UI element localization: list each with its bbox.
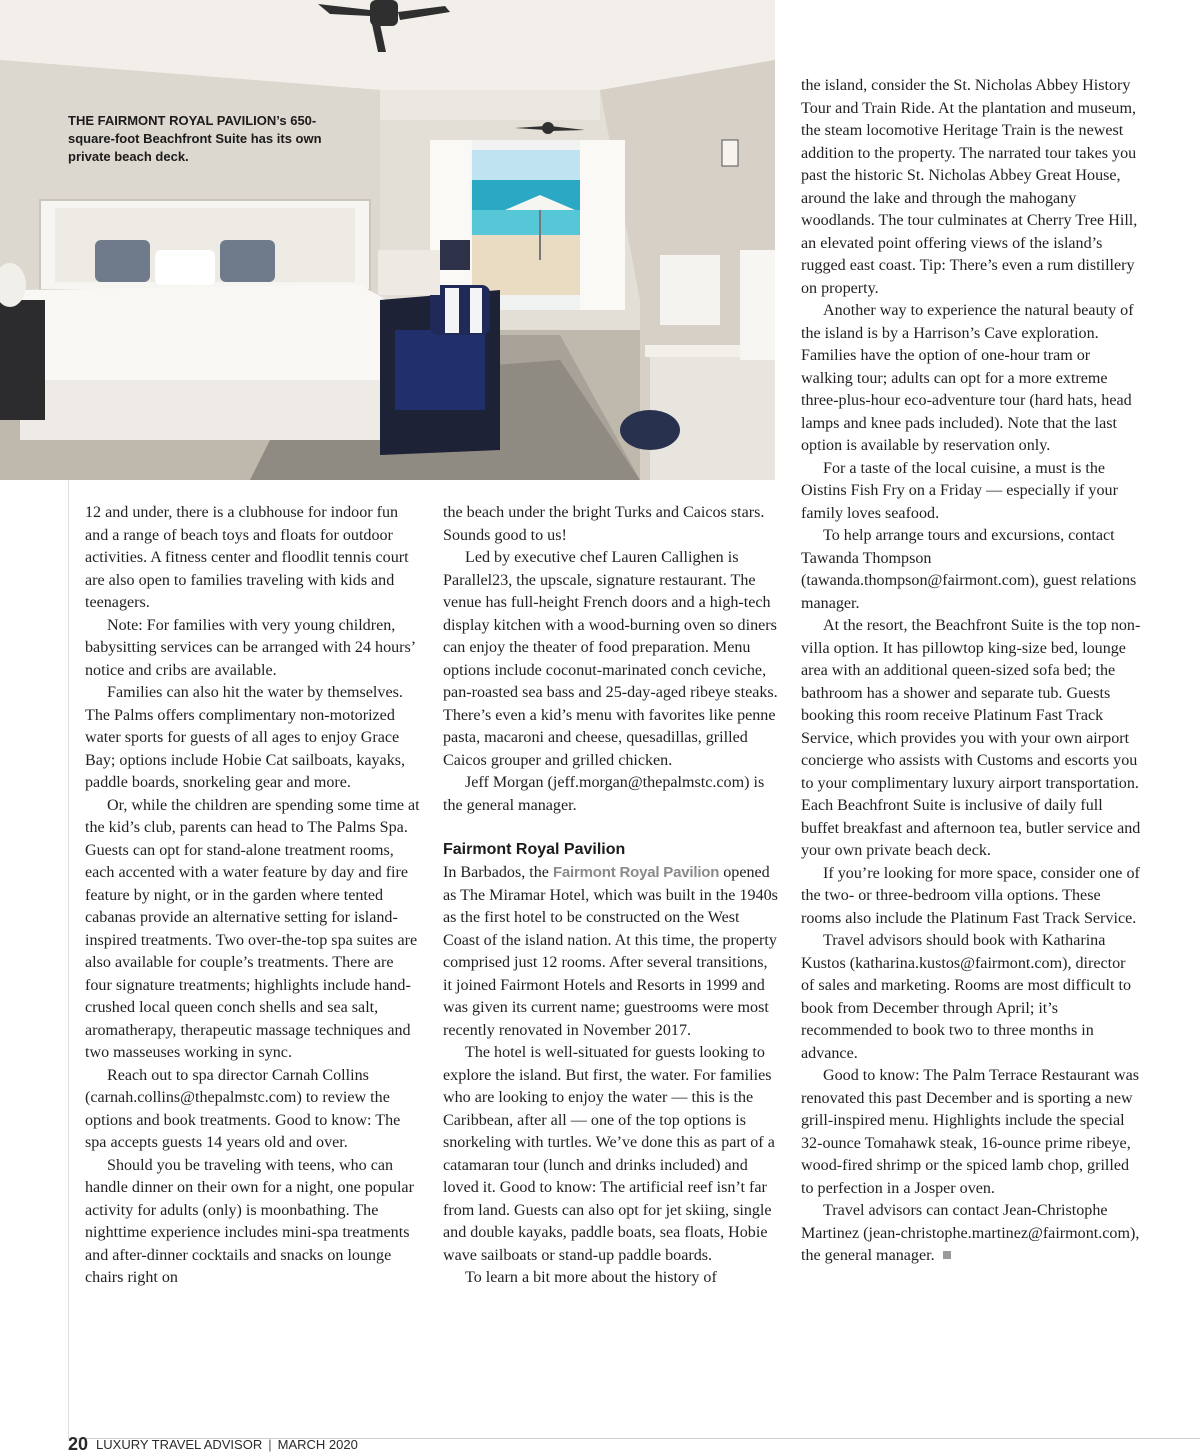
column-3-paragraph: If you’re looking for more space, consider one of the two- or three-bedroom villa options. These rooms also include the Platinum Fast Track Service. [801, 864, 1140, 927]
paragraph-text: In Barbados, the [443, 864, 553, 881]
column-3-paragraph: To help arrange tours and excursions, contact Tawanda Thompson (tawanda.thompson@fairmont.com), guest relations manager. [801, 527, 1137, 612]
article-column-1 [85, 502, 420, 1290]
column-3-paragraph: the island, consider the St. Nicholas Abbey History Tour and Train Ride. At the plantation and museum, the steam locomotive Heritage Train is the newest addition to the property. The narrated tour takes you past the historic St. Nicholas Abbey Great House, around the lake and through the mahogany woodlands. The tour culminates at Cherry Tree Hill, an elevated point offering views of the island’s rugged east coast. Tip: There’s even a rum distillery on property. [801, 77, 1138, 297]
column-3-paragraph: Travel advisors should book with Katharina Kustos (katharina.kustos@fairmont.com), director of sales and marketing. Rooms are most difficult to book from December through April; it’s recommended to book two to three months in advance. [801, 932, 1132, 1062]
column-1-paragraph: 12 and under, there is a clubhouse for indoor fun and a range of beach toys and floats for outdoor activities. A fitness center and floodlit tennis court are also open to families traveling with kids and teenagers. [85, 504, 409, 611]
page-rule-vertical [68, 480, 69, 1438]
column-1-paragraph: Reach out to spa director Carnah Collins (carnah.collins@thepalmstc.com) to review the options and book treatments. Good to know: The spa accepts guests 14 years old and over. [85, 1066, 401, 1151]
column-2-paragraph [443, 862, 778, 1042]
column-2-paragraph: To learn a bit more about the history of [465, 1269, 717, 1286]
paragraph-text: opened as The Miramar Hotel, which was built in the 1940s as the first hotel to be constructed on the West Coast of the island nation. At this time, the property comprised just 12 rooms. After several transitions, it joined Fairmont Hotels and Resorts in 1999 and was given its current name; guestrooms were most recently renovated in November 2017. [443, 864, 778, 1039]
end-of-article-icon [943, 1251, 951, 1259]
section-heading: Fairmont Royal Pavilion [443, 841, 626, 858]
hotel-name-link[interactable]: Fairmont Royal Pavilion [552, 864, 720, 881]
paragraph-text: Travel advisors can contact Jean-Christophe Martinez (jean-christophe.martinez@fairmont.com), the general manager. [801, 1202, 1140, 1264]
footer-separator: | [268, 1437, 272, 1452]
article-column-3 [801, 75, 1141, 1268]
column-3-paragraph: At the resort, the Beachfront Suite is the top non-villa option. It has pillowtop king-size bed, lounge area with an additional queen-sized sofa bed; the bathroom has a shower and separate tub. Guests booking this room receive Platinum Fast Track Service, which provides you with your own airport concierge who assists with Customs and escorts you to your complimentary luxury airport transportation. Each Beachfront Suite is inclusive of daily full buffet breakfast and afternoon tea, butler service and your own private beach deck. [801, 617, 1141, 859]
column-1-paragraph: Families can also hit the water by themselves. The Palms offers complimentary non-motorized water sports for guests of all ages to enjoy Grace Bay; options include Hobie Cat sailboats, kayaks, paddle boards, snorkeling gear and more. [85, 684, 406, 791]
page-footer [68, 1434, 358, 1452]
column-3-paragraph: Another way to experience the natural beauty of the island is by a Harrison’s Cave exploration. Families have the option of one-hour tram or walking tour; adults can opt for a more extreme three-plus-hour eco-adventure tour (hard hats, head lamps and knee pads included). Note that the last option is available by reservation only. [801, 302, 1134, 454]
column-3-paragraph [801, 1200, 1141, 1268]
column-2-paragraph: The hotel is well-situated for guests looking to explore the island. But first, the water. For families who are looking to enjoy the water — this is the Caribbean, after all — one of the top options is snorkeling with turtles. We’ve done this as part of a catamaran tour (lunch and drinks included) and loved it. Good to know: The artificial reef isn’t far from land. Guests can also opt for jet skiing, single and double kayaks, paddle boats, sea floats, Hobie wave sailboats or stand-up paddle boards. [443, 1044, 775, 1264]
issue-date: MARCH 2020 [277, 1437, 358, 1452]
column-3-paragraph: For a taste of the local cuisine, a must is the Oistins Fish Fry on a Friday — especially if your family loves seafood. [801, 459, 1118, 522]
publication-name: LUXURY TRAVEL ADVISOR [96, 1437, 263, 1452]
column-1-paragraph: Note: For families with very young children, babysitting services can be arranged with 24 hours’ notice and cribs are available. [85, 616, 415, 679]
column-1-paragraph: Or, while the children are spending some time at the kid’s club, parents can head to The Palms Spa. Guests can opt for stand-alone treatment rooms, each accented with a water feature by day and fire feature by night, or in the garden where tented cabanas provide an alternative setting for island-inspired treatments. Two over-the-top spa suites are also available for couple’s treatments. There are four signature treatments; highlights include hand-crushed local queen conch shells and sea salt, aromatherapy, therapeutic massage techniques and two masseuses working in sync. [85, 796, 420, 1061]
column-1-paragraph: Should you be traveling with teens, who can handle dinner on their own for a night, one popular activity for adults (only) is moonbathing. The nighttime experience includes mini-spa treatments and after-dinner cocktails and snacks on lounge chairs right on [85, 1156, 414, 1286]
column-3-paragraph: Good to know: The Palm Terrace Restaurant was renovated this past December and is sporting a new grill-inspired menu. Highlights include the special 32-ounce Tomahawk steak, 16-ounce prime ribeye, wood-fired shrimp or the spiced lamb chop, grilled to perfection in a Josper oven. [801, 1067, 1140, 1197]
suite-photo [0, 0, 775, 480]
article-column-2 [443, 502, 778, 1290]
column-2-paragraph: the beach under the bright Turks and Caicos stars. Sounds good to us! [443, 504, 765, 544]
suite-photo-illustration [0, 0, 775, 480]
column-2-paragraph: Led by executive chef Lauren Callighen is Parallel23, the upscale, signature restaurant. The venue has full-height French doors and a high-tech display kitchen with a wood-burning oven so diners can enjoy the theater of food preparation. Menu options include coconut-marinated conch ceviche, pan-roasted sea bass and 25-day-aged ribeye steaks. There’s even a kid’s menu with favorites like penne pasta, macaroni and cheese, quesadillas, grilled Caicos grouper and grilled chicken. [443, 549, 778, 769]
column-2-paragraph: Jeff Morgan (jeff.morgan@thepalmstc.com) is the general manager. [443, 774, 765, 814]
page-number: 20 [68, 1434, 89, 1454]
photo-caption: THE FAIRMONT ROYAL PAVILION’s 650-square-foot Beachfront Suite has its own private beach deck. [68, 113, 322, 164]
